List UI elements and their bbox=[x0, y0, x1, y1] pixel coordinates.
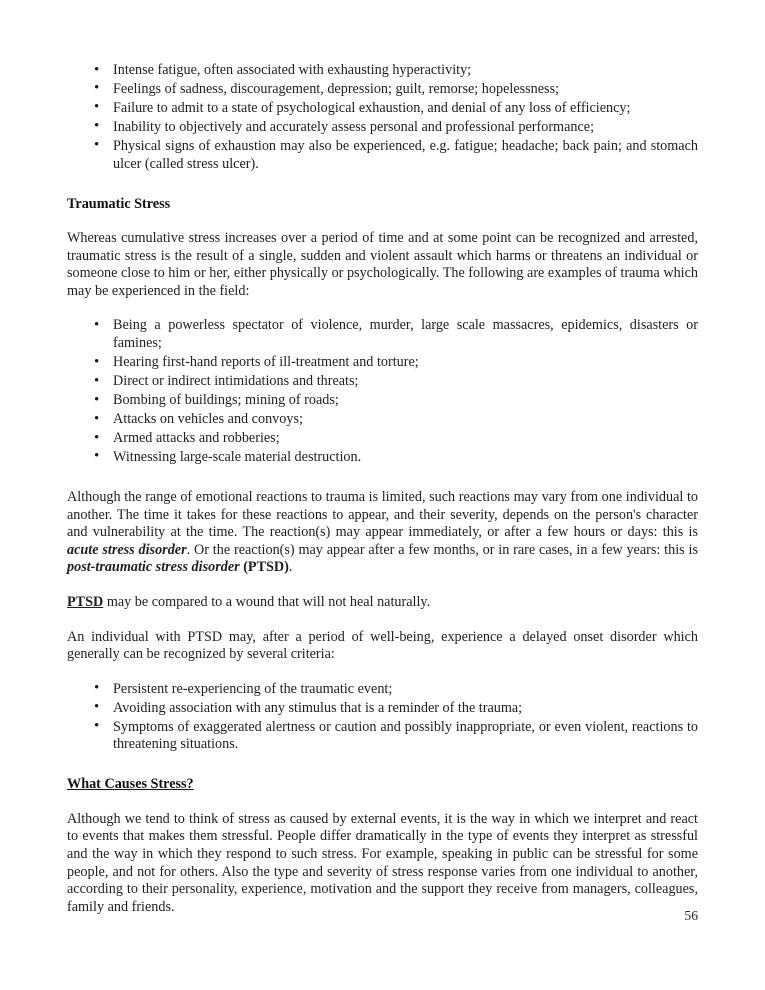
cumulative-symptoms-list bbox=[67, 62, 698, 173]
paragraph-ptsd-wound bbox=[67, 594, 698, 612]
spacer bbox=[67, 468, 698, 489]
list-item: • Attacks on vehicles and convoys; bbox=[67, 411, 698, 429]
list-item: • Feelings of sadness, discouragement, depression; guilt, remorse; hopelessness; bbox=[67, 81, 698, 99]
list-item: • Direct or indirect intimidations and threats; bbox=[67, 373, 698, 391]
list-item: • Failure to admit to a state of psychological exhaustion, and denial of any loss of efficiency; bbox=[67, 100, 698, 118]
reactions-text-part-1: Although the range of emotional reactions to trauma is limited, such reactions may vary from one individual to another. The time it takes for these reactions to appear, and their severity, depends on the person's character and vulnerability at the time. The reaction(s) may appear immediately, or after a few hours or days: this is bbox=[67, 488, 698, 541]
term-acute-stress-disorder: acute stress disorder bbox=[67, 541, 187, 558]
list-item: • Armed attacks and robberies; bbox=[67, 430, 698, 448]
spacer bbox=[67, 664, 698, 681]
list-item: • Persistent re-experiencing of the traumatic event; bbox=[67, 681, 698, 699]
list-item: • Hearing first-hand reports of ill-treatment and torture; bbox=[67, 354, 698, 372]
paragraph-delayed-onset: An individual with PTSD may, after a period of well-being, experience a delayed onset disorder which generally can be recognized by several criteria: bbox=[67, 628, 698, 663]
ptsd-wound-rest: may be compared to a wound that will not heal naturally. bbox=[103, 593, 431, 610]
spacer bbox=[67, 300, 698, 317]
trauma-examples-list bbox=[67, 317, 698, 466]
spacer bbox=[67, 175, 698, 196]
term-ptsd-abbreviation: (PTSD) bbox=[243, 559, 289, 576]
heading-what-causes-stress: What Causes Stress? bbox=[67, 776, 194, 793]
spacer bbox=[67, 612, 698, 629]
paragraph-what-causes-stress: Although we tend to think of stress as caused by external events, it is the way in which we interpret and react to events that makes them stressful. People differ dramatically in the type of events they interpret as stressful and the way in which they respond to such stress. For example, speaking in public can be stressful for some people, and not for others. Also the type and severity of stress response varies from one individual to another, according to their personality, experience, motivation and the support they receive from managers, colleagues, family and friends. bbox=[67, 810, 698, 915]
page-content bbox=[67, 62, 698, 916]
ptsd-criteria-list bbox=[67, 681, 698, 754]
heading-traumatic-stress: Traumatic Stress bbox=[67, 195, 171, 212]
reactions-text-part-2: . Or the reaction(s) may appear after a few months, or in rare cases, in a few years: this is bbox=[186, 541, 698, 558]
list-item: • Bombing of buildings; mining of roads; bbox=[67, 392, 698, 410]
term-ptsd-lead: PTSD bbox=[67, 593, 104, 610]
paragraph-traumatic-stress: Whereas cumulative stress increases over a period of time and at some point can be recognized and arrested, traumatic stress is the result of a single, sudden and violent assault which harms or threatens an individual or someone close to him or her, either physically or psychologically. The following are examples of trauma which may be experienced in the field: bbox=[67, 230, 698, 299]
reactions-text-part-4: . bbox=[288, 559, 293, 576]
list-item: • Avoiding association with any stimulus that is a reminder of the trauma; bbox=[67, 700, 698, 718]
spacer bbox=[67, 755, 698, 776]
list-item: • Physical signs of exhaustion may also be experienced, e.g. fatigue; headache; back pain; and stomach ulcer (called stress ulcer). bbox=[67, 138, 698, 173]
spacer bbox=[67, 577, 698, 594]
list-item: • Inability to objectively and accurately assess personal and professional performance; bbox=[67, 119, 698, 137]
list-item: • Intense fatigue, often associated with exhausting hyperactivity; bbox=[67, 62, 698, 80]
list-item: • Being a powerless spectator of violence, murder, large scale massacres, epidemics, disasters or famines; bbox=[67, 317, 698, 352]
list-item: • Symptoms of exaggerated alertness or caution and possibly inappropriate, or even violent, reactions to threatening situations. bbox=[67, 719, 698, 754]
spacer bbox=[67, 213, 698, 230]
term-post-traumatic-stress-disorder: post-traumatic stress disorder bbox=[67, 559, 240, 576]
paragraph-trauma-reactions bbox=[67, 489, 698, 577]
list-item: • Witnessing large-scale material destruction. bbox=[67, 449, 698, 467]
spacer bbox=[67, 794, 698, 811]
page-number: 56 bbox=[684, 908, 698, 923]
